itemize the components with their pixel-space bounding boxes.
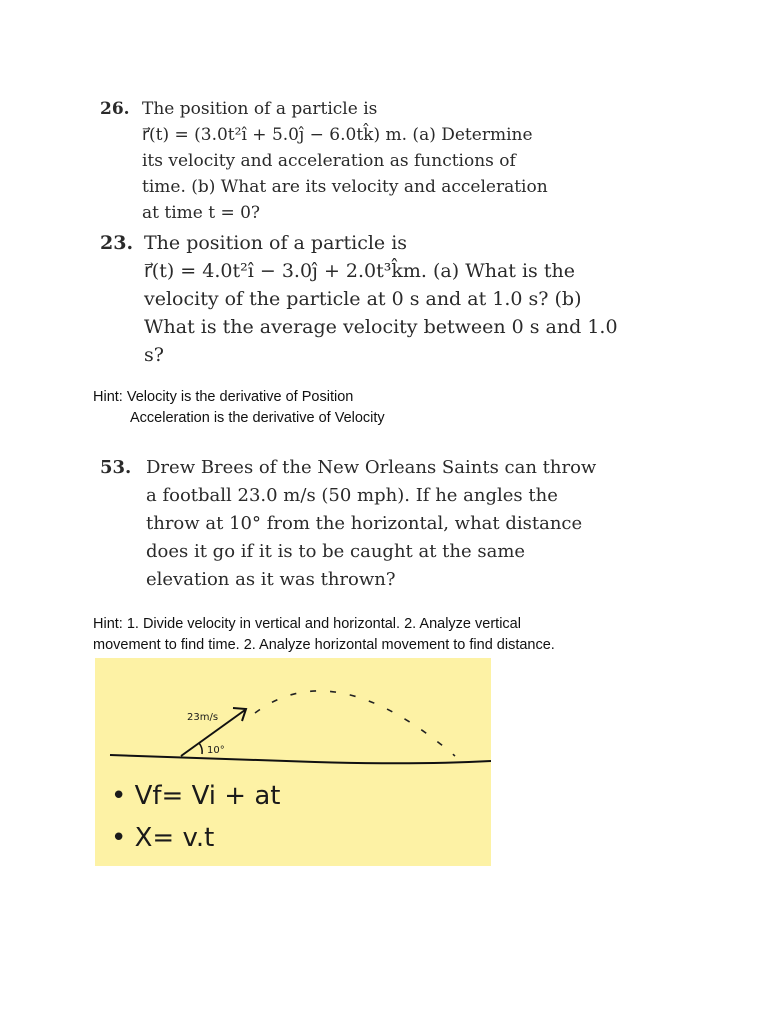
velocity-label: 23m/s (187, 712, 219, 723)
angle-arc (199, 743, 202, 754)
hint-line: movement to find time. 2. Analyze horizontal movement to find distance. (93, 637, 555, 653)
problem-number: 26. (100, 99, 130, 119)
sketch-canvas (95, 658, 491, 866)
problem-text-line: time. (b) What are its velocity and acceleration (142, 177, 548, 197)
problem-text-line: its velocity and acceleration as functions of (142, 151, 516, 171)
hint-line: Acceleration is the derivative of Velocity (130, 410, 385, 426)
problem-26 (100, 96, 548, 226)
problem-number: 53. (100, 457, 132, 478)
trajectory-path (255, 691, 455, 756)
problem-text-line: throw at 10° from the horizontal, what distance (146, 513, 583, 534)
problem-number: 23. (100, 232, 134, 254)
problem-text-line: a football 23.0 m/s (50 mph). If he angles the (146, 485, 558, 506)
problem-text-line: The position of a particle is (142, 99, 378, 119)
problem-text-line: r⃗(t) = 4.0t²î − 3.0ĵ + 2.0t³k̂m. (a) What is the (144, 260, 575, 282)
problem-text-line: What is the average velocity between 0 s and 1.0 (144, 316, 618, 338)
problem-23 (100, 229, 618, 369)
hint-line: Hint: Velocity is the derivative of Position (93, 389, 354, 405)
problem-text-line: elevation as it was thrown? (146, 569, 396, 590)
problem-text-line: r⃗(t) = (3.0t²î + 5.0ĵ − 6.0tk̂) m. (a) Determine (142, 125, 533, 145)
formula-distance: • X= v.t (111, 823, 215, 853)
problem-text-line: does it go if it is to be caught at the same (146, 541, 526, 562)
hint-derivatives (93, 387, 385, 429)
ground-line (110, 755, 491, 763)
problem-text-line: The position of a particle is (144, 232, 408, 254)
projectile-sketch (95, 658, 491, 866)
problem-53 (100, 454, 596, 594)
problem-text-line: at time t = 0? (142, 203, 261, 223)
problem-text-line: Drew Brees of the New Orleans Saints can throw (146, 457, 597, 478)
problem-text-line: velocity of the particle at 0 s and at 1.0 s? (b) (144, 288, 582, 310)
angle-label: 10° (207, 745, 225, 756)
problem-text-line: s? (144, 344, 164, 366)
formula-velocity: • Vf= Vi + at (111, 781, 281, 811)
hint-projectile (93, 614, 555, 656)
hint-line: Hint: 1. Divide velocity in vertical and horizontal. 2. Analyze vertical (93, 616, 521, 632)
